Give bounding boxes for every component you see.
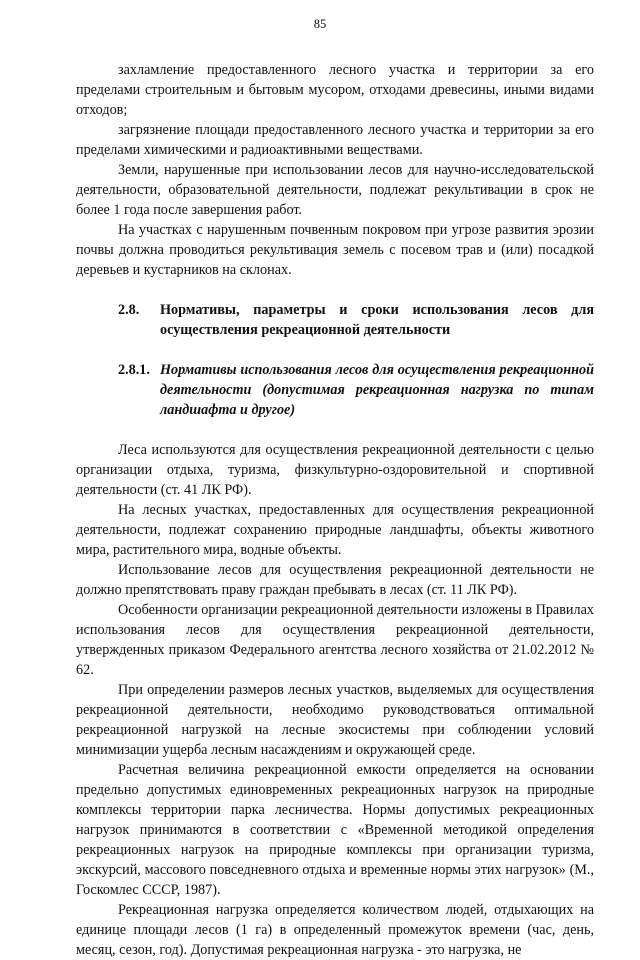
paragraph: Рекреационная нагрузка определяется количеством людей, отдыхающих на единице площади лесов (1 га) в определенный промежуток времени (час, день, месяц, сезон, год). Допустимая рекреационная нагрузка - это нагрузка, не <box>76 902 594 958</box>
spacer <box>76 280 594 300</box>
subsection-title: Нормативы использования лесов для осуществления рекреационной деятельности (допустимая рекреационная нагрузка по типам ландшафта и другое) <box>160 362 594 418</box>
subsection-number: 2.8.1. <box>118 362 150 378</box>
subsection-heading <box>118 360 594 420</box>
paragraph: На лесных участках, предоставленных для осуществления рекреационной деятельности, подлежат сохранению природные ландшафты, объекты животного мира, растительного мира, водные объекты. <box>76 502 594 558</box>
paragraph: загрязнение площади предоставленного лесного участка и территории за его пределами химическими и радиоактивными веществами. <box>76 122 594 158</box>
paragraph: Использование лесов для осуществления рекреационной деятельности не должно препятствовать праву граждан пребывать в лесах (ст. 11 ЛК РФ). <box>76 562 594 598</box>
paragraph: Леса используются для осуществления рекреационной деятельности с целью организации отдыха, туризма, физкультурно-оздоровительной и спортивной деятельности (ст. 41 ЛК РФ). <box>76 442 594 498</box>
page-number: 85 <box>313 17 327 31</box>
paragraph: Земли, нарушенные при использовании лесов для научно-исследовательской деятельности, образовательной деятельности, подлежат рекультивации в срок не более 1 года после завершения работ. <box>76 162 594 218</box>
section-title: Нормативы, параметры и сроки использования лесов для осуществления рекреационной деятельности <box>160 302 594 338</box>
section-heading <box>118 300 594 340</box>
paragraph: захламление предоставленного лесного участка и территории за его пределами строительным и бытовым мусором, отходами древесины, иными видами отходов; <box>76 62 594 118</box>
page-content <box>76 60 594 960</box>
spacer <box>76 420 594 440</box>
paragraph: При определении размеров лесных участков, выделяемых для осуществления рекреационной деятельности, необходимо руководствоваться оптимальной рекреационной нагрузкой на лесные экосистемы при соблюдении условий минимизации ущерба лесным насаждениям и окружающей среде. <box>76 682 594 758</box>
spacer <box>76 340 594 360</box>
paragraph: На участках с нарушенным почвенным покровом при угрозе развития эрозии почвы должна проводиться рекультивация земель с посевом трав и (или) посадкой деревьев и кустарников на склонах. <box>76 222 594 278</box>
paragraph: Расчетная величина рекреационной емкости определяется на основании предельно допустимых единовременных рекреационных нагрузок на природные комплексы территории парка лесничества. Нормы допустимых рекреационных нагрузок принимаются в соответствии с «Временной методикой определения рекреационных нагрузок на природные комплексы при организации туризма, экскурсий, массового повседневного отдыха и временные нормы этих нагрузок» (М., Госкомлес СССР, 1987). <box>76 762 594 898</box>
section-number: 2.8. <box>118 302 140 318</box>
paragraph: Особенности организации рекреационной деятельности изложены в Правилах использования лесов для осуществления рекреационной деятельности, утвержденных приказом Федерального агентства лесного хозяйства от 21.02.2012 № 62. <box>76 602 594 678</box>
